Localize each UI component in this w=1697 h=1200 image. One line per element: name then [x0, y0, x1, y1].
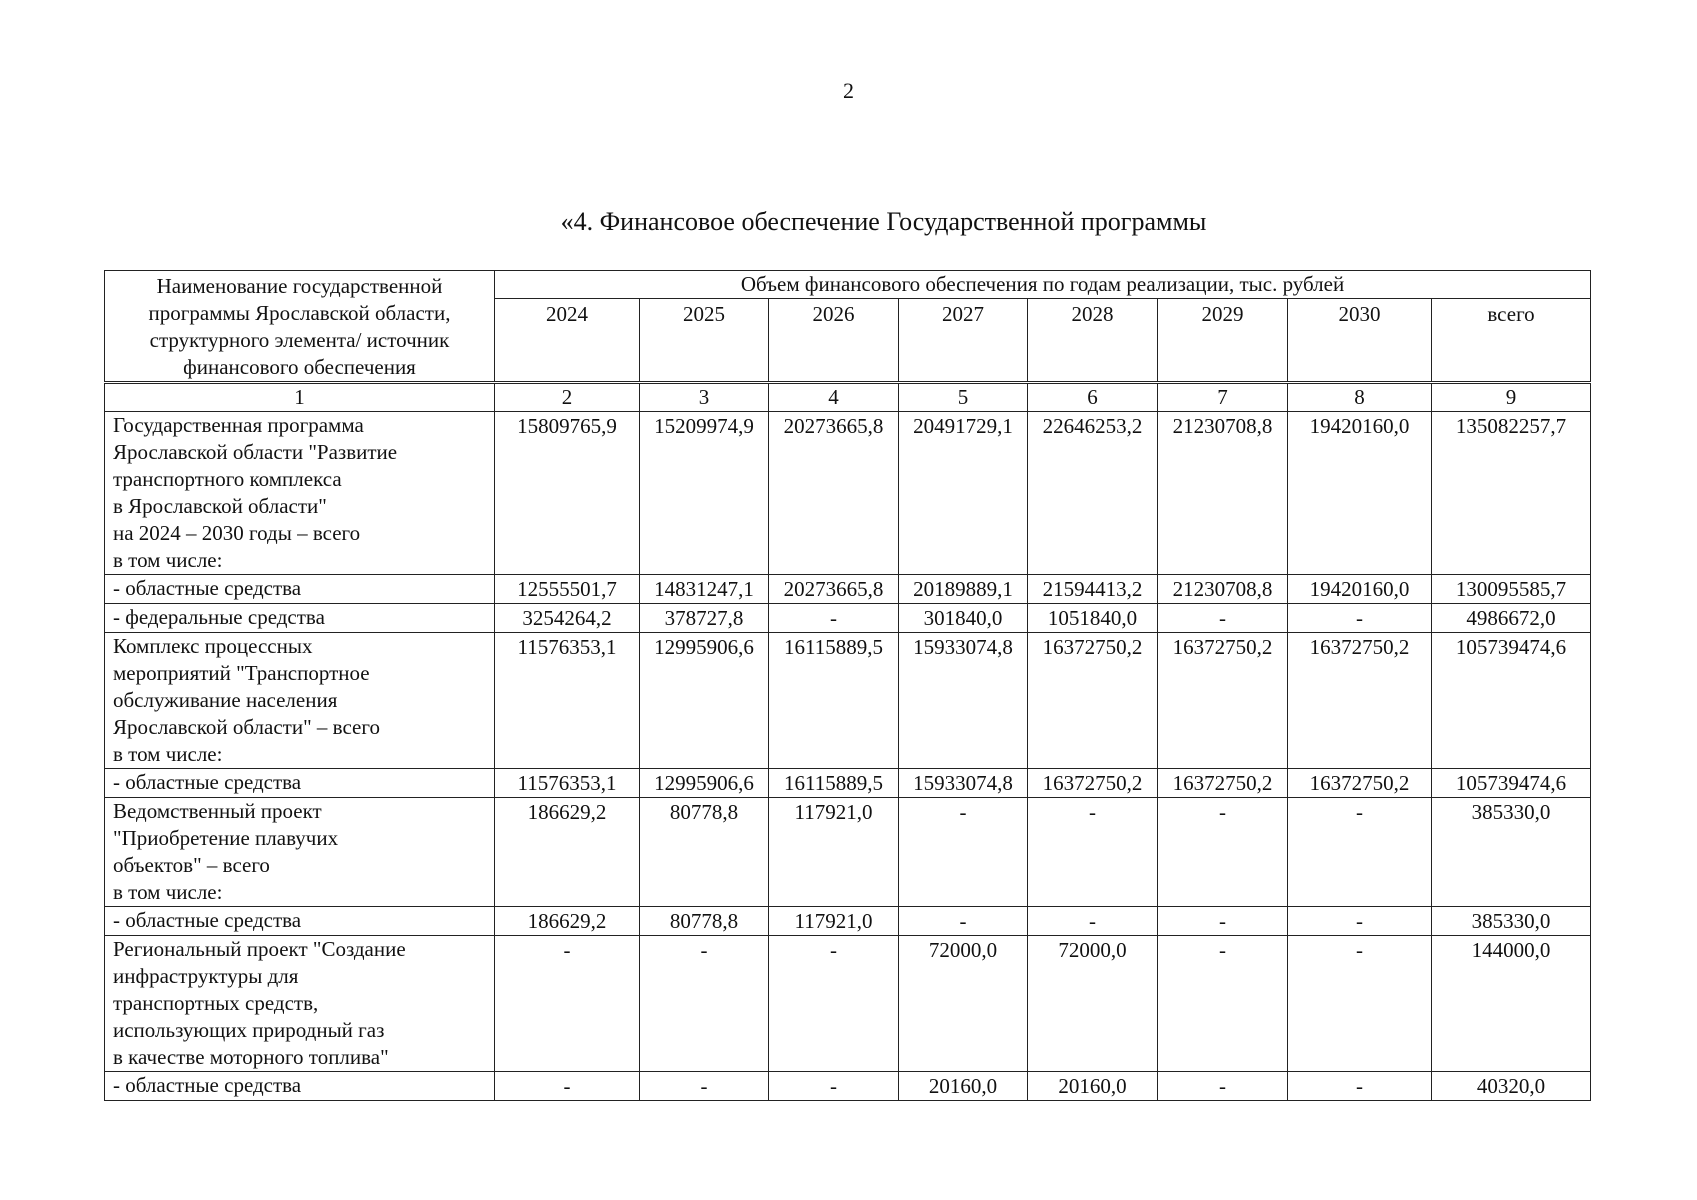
column-numbers-row: [105, 383, 1591, 412]
table-row: [105, 604, 1591, 633]
row-year-value: 80778,8: [640, 798, 769, 907]
row-year-value: -: [1158, 907, 1288, 936]
row-year-value: -: [1288, 907, 1432, 936]
row-year-value: 16372750,2: [1158, 769, 1288, 798]
row-year-value: 11576353,1: [495, 633, 640, 769]
column-number: 3: [640, 383, 769, 412]
header-year: 2029: [1158, 299, 1288, 383]
row-name-line: в качестве моторного топлива": [113, 1045, 389, 1069]
row-name-line: - областные средства: [113, 908, 302, 932]
row-year-value: 20160,0: [899, 1072, 1028, 1101]
row-year-value: 21230708,8: [1158, 575, 1288, 604]
header-year: 2026: [769, 299, 899, 383]
column-number: 7: [1158, 383, 1288, 412]
header-financing-volume: Объем финансового обеспечения по годам реализации, тыс. рублей: [495, 271, 1591, 299]
row-year-value: -: [1028, 907, 1158, 936]
table-row: [105, 1072, 1591, 1101]
row-name-line: в Ярославской области": [113, 494, 327, 518]
row-year-value: 80778,8: [640, 907, 769, 936]
row-year-value: 21594413,2: [1028, 575, 1158, 604]
row-name: [105, 936, 495, 1072]
row-year-value: -: [1158, 798, 1288, 907]
row-year-value: -: [1288, 1072, 1432, 1101]
row-year-value: -: [1288, 604, 1432, 633]
row-year-value: 72000,0: [1028, 936, 1158, 1072]
header-name-column: Наименование государственной программы Ярославской области, структурного элемента/ источник финансового обеспечения: [105, 271, 495, 383]
table-row: [105, 798, 1591, 907]
row-year-value: 16372750,2: [1028, 633, 1158, 769]
row-year-value: -: [1158, 1072, 1288, 1101]
row-year-value: 72000,0: [899, 936, 1028, 1072]
row-name: [105, 604, 495, 633]
row-year-value: 15933074,8: [899, 769, 1028, 798]
row-year-value: 12555501,7: [495, 575, 640, 604]
row-name-line: - областные средства: [113, 770, 302, 794]
row-year-value: 20189889,1: [899, 575, 1028, 604]
table-row: [105, 907, 1591, 936]
row-year-value: 16115889,5: [769, 769, 899, 798]
row-year-value: 117921,0: [769, 907, 899, 936]
row-name-line: инфраструктуры для: [113, 964, 299, 988]
section-title: «4. Финансовое обеспечение Государственной программы: [560, 207, 1207, 236]
row-year-value: -: [640, 1072, 769, 1101]
column-number: 8: [1288, 383, 1432, 412]
row-year-value: 21230708,8: [1158, 412, 1288, 575]
row-year-value: 186629,2: [495, 907, 640, 936]
page-number: 2: [843, 78, 854, 103]
row-year-value: 16372750,2: [1158, 633, 1288, 769]
row-year-value: -: [1158, 604, 1288, 633]
row-name-line: в том числе:: [113, 548, 223, 572]
header-year: 2025: [640, 299, 769, 383]
row-year-value: -: [495, 936, 640, 1072]
row-total-value: 105739474,6: [1432, 633, 1591, 769]
financing-table: [104, 270, 1591, 1101]
row-name-line: Региональный проект "Создание: [113, 937, 406, 961]
row-name-line: Ярославской области" – всего: [113, 715, 380, 739]
row-name-line: обслуживание населения: [113, 688, 338, 712]
row-name-line: в том числе:: [113, 742, 223, 766]
row-year-value: 20491729,1: [899, 412, 1028, 575]
row-name-line: "Приобретение плавучих: [113, 826, 339, 850]
row-year-value: 15933074,8: [899, 633, 1028, 769]
row-name-line: транспортного комплекса: [113, 467, 342, 491]
row-year-value: 16115889,5: [769, 633, 899, 769]
header-year: 2028: [1028, 299, 1158, 383]
row-name: [105, 1072, 495, 1101]
row-name-line: объектов" – всего: [113, 853, 270, 877]
row-name-line: - федеральные средства: [113, 605, 325, 629]
row-name-line: в том числе:: [113, 880, 223, 904]
row-name: [105, 412, 495, 575]
row-year-value: 15809765,9: [495, 412, 640, 575]
row-year-value: 16372750,2: [1028, 769, 1158, 798]
column-number: 6: [1028, 383, 1158, 412]
row-year-value: 16372750,2: [1288, 769, 1432, 798]
row-year-value: 12995906,6: [640, 633, 769, 769]
row-name: [105, 769, 495, 798]
row-year-value: 19420160,0: [1288, 412, 1432, 575]
row-year-value: 3254264,2: [495, 604, 640, 633]
row-year-value: 301840,0: [899, 604, 1028, 633]
row-year-value: -: [899, 907, 1028, 936]
header-year: 2027: [899, 299, 1028, 383]
row-name: [105, 798, 495, 907]
row-year-value: -: [1028, 798, 1158, 907]
row-year-value: 117921,0: [769, 798, 899, 907]
row-total-value: 385330,0: [1432, 798, 1591, 907]
column-number: 9: [1432, 383, 1591, 412]
row-year-value: 16372750,2: [1288, 633, 1432, 769]
row-total-value: 385330,0: [1432, 907, 1591, 936]
row-year-value: 12995906,6: [640, 769, 769, 798]
row-year-value: -: [769, 1072, 899, 1101]
table-row: [105, 769, 1591, 798]
row-year-value: -: [1158, 936, 1288, 1072]
row-name-line: транспортных средств,: [113, 991, 319, 1015]
row-name-line: Комплекс процессных: [113, 634, 313, 658]
row-name-line: Ярославской области "Развитие: [113, 440, 398, 464]
table-row: [105, 633, 1591, 769]
row-total-value: 105739474,6: [1432, 769, 1591, 798]
row-year-value: 11576353,1: [495, 769, 640, 798]
header-year: 2030: [1288, 299, 1432, 383]
row-year-value: 22646253,2: [1028, 412, 1158, 575]
row-total-value: 40320,0: [1432, 1072, 1591, 1101]
row-year-value: -: [769, 936, 899, 1072]
row-name-line: использующих природный газ: [113, 1018, 385, 1042]
row-year-value: -: [1288, 798, 1432, 907]
row-name-line: - областные средства: [113, 1073, 302, 1097]
row-year-value: -: [495, 1072, 640, 1101]
row-name: [105, 633, 495, 769]
table-row: [105, 575, 1591, 604]
row-year-value: 19420160,0: [1288, 575, 1432, 604]
row-name-line: мероприятий "Транспортное: [113, 661, 370, 685]
column-number: 4: [769, 383, 899, 412]
table-row: [105, 936, 1591, 1072]
column-number: 2: [495, 383, 640, 412]
row-name: [105, 575, 495, 604]
row-year-value: 20273665,8: [769, 412, 899, 575]
row-name-line: на 2024 – 2030 годы – всего: [113, 521, 361, 545]
header-total: всего: [1432, 299, 1591, 383]
row-year-value: 378727,8: [640, 604, 769, 633]
row-year-value: 14831247,1: [640, 575, 769, 604]
row-year-value: 186629,2: [495, 798, 640, 907]
row-name-line: - областные средства: [113, 576, 302, 600]
row-year-value: 15209974,9: [640, 412, 769, 575]
row-year-value: 20273665,8: [769, 575, 899, 604]
row-name: [105, 907, 495, 936]
column-number: 5: [899, 383, 1028, 412]
row-total-value: 130095585,7: [1432, 575, 1591, 604]
row-total-value: 144000,0: [1432, 936, 1591, 1072]
row-year-value: -: [769, 604, 899, 633]
row-total-value: 4986672,0: [1432, 604, 1591, 633]
row-year-value: -: [640, 936, 769, 1072]
row-year-value: -: [899, 798, 1028, 907]
row-year-value: 20160,0: [1028, 1072, 1158, 1101]
row-year-value: 1051840,0: [1028, 604, 1158, 633]
table-row: [105, 412, 1591, 575]
row-name-line: Государственная программа: [113, 413, 364, 437]
row-name-line: Ведомственный проект: [113, 799, 322, 823]
row-total-value: 135082257,7: [1432, 412, 1591, 575]
row-year-value: -: [1288, 936, 1432, 1072]
column-number: 1: [105, 383, 495, 412]
header-year: 2024: [495, 299, 640, 383]
